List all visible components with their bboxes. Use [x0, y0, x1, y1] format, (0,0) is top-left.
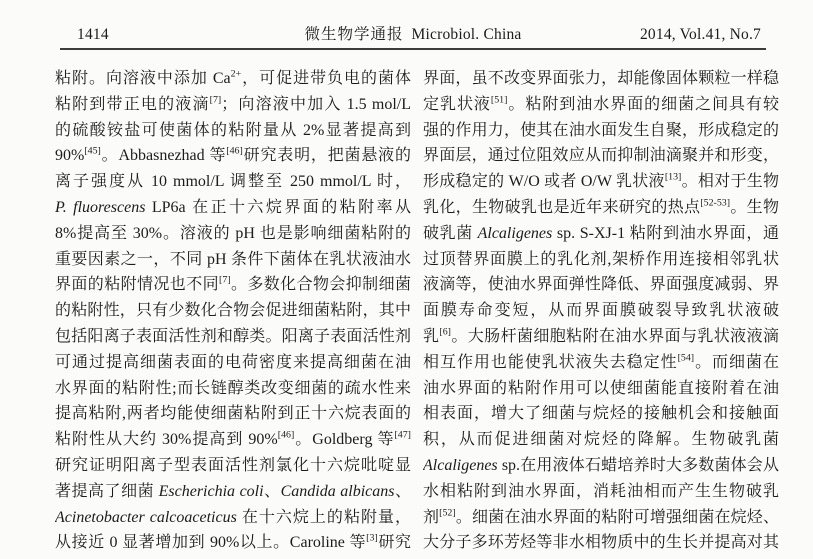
- text-run: 粘附性从大约 30%提高到 90%: [55, 431, 278, 449]
- text-line: [423, 350, 779, 376]
- text-line: [423, 324, 779, 350]
- species-name: Alcaligenes: [423, 456, 498, 474]
- text-run: 从接近 0 显著增加到 90%以上。Caroline 等: [55, 534, 367, 552]
- species-name: Escherichia coli: [158, 482, 264, 500]
- reference-superscript: [54]: [677, 352, 695, 364]
- reference-superscript: [46]: [226, 146, 243, 158]
- text-line: [55, 195, 411, 221]
- text-line: [423, 247, 779, 273]
- text-run: 相表面，增大了细菌与烷烃的接触机会和接触面: [423, 405, 779, 423]
- reference-superscript: [3]: [366, 533, 378, 545]
- text-run: 界面，虽不改变界面张力，却能像固体颗粒一样稳: [423, 70, 779, 87]
- text-line: [423, 479, 779, 505]
- text-line: [55, 66, 411, 92]
- text-run: 。Goldberg 等: [294, 431, 395, 449]
- text-line: [423, 427, 779, 453]
- text-run: LP6a 在正十六烷界面的粘附率从: [145, 198, 411, 216]
- text-run: 研究: [377, 534, 411, 552]
- text-run: 强的作用力，使其在油水面发生自聚，形成稳定的: [423, 121, 779, 139]
- text-line: [423, 143, 779, 169]
- reference-superscript: [51]: [490, 94, 508, 106]
- text-line: [423, 118, 779, 144]
- right-column: [423, 66, 779, 556]
- text-line: [55, 427, 411, 453]
- text-line: [55, 118, 411, 144]
- text-line: [55, 169, 411, 195]
- text-line: [423, 530, 779, 556]
- text-run: 提高粘附,两者均能使细菌粘附到正十六烷表面的: [55, 405, 411, 423]
- text-run: 剂: [423, 508, 440, 526]
- text-run: 。多数化合物会抑制细菌: [230, 276, 411, 294]
- text-line: [423, 169, 779, 195]
- text-run: 相互作用也能使乳状液失去稳定性: [423, 353, 678, 371]
- running-head: [60, 22, 766, 44]
- text-line: [423, 505, 779, 531]
- text-line: [55, 324, 411, 350]
- text-run: 液滴等，使油水界面弹性降低、界面强度减弱、界: [423, 276, 779, 294]
- text-run: 在十六烷上的粘附量，: [236, 508, 411, 526]
- text-run: 研究证明阳离子型表面活性剂氯化十六烷吡啶显: [55, 456, 411, 474]
- text-line: [423, 401, 779, 427]
- text-run: 。Abbasnezhad 等: [100, 147, 227, 165]
- reference-superscript: [46]: [277, 429, 295, 441]
- text-run: 定乳状液: [423, 95, 491, 113]
- text-run: 重要因素之一，不同 pH 条件下菌体在乳状液油水: [55, 250, 411, 268]
- text-run: 可通过提高细菌表面的电荷密度来提高细菌在油: [55, 353, 411, 371]
- text-run: 界面的粘附情况也不同: [55, 276, 220, 294]
- text-line: [423, 272, 779, 298]
- article-body: [55, 66, 779, 556]
- text-line: [55, 143, 411, 169]
- text-run: 粘附到带正电的液滴: [55, 95, 210, 113]
- text-run: 研究表明，把菌悬液的: [242, 147, 411, 165]
- text-line: [55, 221, 411, 247]
- reference-superscript: [47]: [394, 429, 411, 441]
- left-column: [55, 66, 411, 556]
- text-run: 的粘附性，只有少数化合物会促进细菌粘附，其中: [55, 302, 411, 320]
- text-run: 。粘附到油水界面的细菌之间具有较: [507, 95, 779, 113]
- text-run: 8%提高至 30%。溶液的 pH 也是影响细菌粘附的: [55, 224, 411, 242]
- text-run: 的硫酸铵盐可使菌体的粘附量从 2%显著提高到: [55, 121, 411, 139]
- text-run: 粘附。向溶液中添加 Ca: [55, 70, 231, 87]
- text-run: 。细菌在油水界面的粘附可增强细菌在烷烃、: [455, 508, 779, 526]
- text-line: [55, 453, 411, 479]
- text-run: 、: [394, 482, 411, 500]
- issue-info: 2014, Vol.41, No.7: [639, 26, 761, 43]
- text-line: [423, 453, 779, 479]
- text-run: 形成稳定的 W/O 或者 O/W 乳状液: [423, 173, 665, 191]
- text-run: 过顶替界面膜上的乳化剂,架桥作用连接相邻乳状: [423, 250, 779, 268]
- text-line: [423, 298, 779, 324]
- text-run: ；向溶液中加入 1.5 mol/L: [221, 95, 411, 113]
- text-run: 界面层，通过位阻效应从而抑制油滴聚并和形变，: [423, 147, 779, 165]
- reference-superscript: [7]: [209, 94, 222, 106]
- text-run: 积，从而促进细菌对烷烃的降解。生物破乳菌: [423, 431, 779, 449]
- text-line: [423, 92, 779, 118]
- text-line: [55, 298, 411, 324]
- text-line: [423, 195, 779, 221]
- text-run: 。而细菌在: [694, 353, 779, 371]
- text-run: 水界面的粘附性;而长链醇类改变细菌的疏水性来: [55, 379, 411, 397]
- reference-superscript: [6]: [439, 326, 451, 338]
- reference-superscript: [52-53]: [700, 197, 731, 209]
- text-run: 。生物: [730, 198, 779, 216]
- header-rule: [60, 48, 766, 50]
- species-name: Acinetobacter calcoaceticus: [55, 508, 237, 526]
- text-line: [423, 66, 779, 92]
- text-line: [55, 479, 411, 505]
- text-run: 。相对于生物: [681, 173, 779, 191]
- text-line: [55, 530, 411, 556]
- journal-title-chinese: 微生物学通报: [304, 26, 404, 43]
- journal-title: [305, 22, 522, 44]
- text-line: [55, 92, 411, 118]
- text-line: [55, 272, 411, 298]
- species-name: P. fluorescens: [55, 198, 146, 216]
- text-run: 著提高了细菌: [55, 482, 159, 500]
- text-run: ，可促进带负电的菌体: [241, 70, 411, 87]
- species-name: Candida albicans: [280, 482, 395, 500]
- species-name: Alcaligenes: [477, 224, 553, 242]
- text-line: [55, 376, 411, 402]
- text-run: 包括阳离子表面活性剂和醇类。阳离子表面活性剂: [55, 327, 411, 345]
- text-line: [423, 376, 779, 402]
- text-line: [55, 401, 411, 427]
- text-run: 。大肠杆菌细胞粘附在油水界面与乳状液液滴: [450, 327, 779, 345]
- text-run: 离子强度从 10 mmol/L 调整至 250 mmol/L 时，: [55, 173, 411, 191]
- text-run: 90%: [55, 147, 85, 165]
- reference-superscript: [45]: [84, 146, 101, 158]
- page-number: 1414: [77, 26, 109, 43]
- text-run: 大分子多环芳烃等非水相物质中的生长并提高对其: [423, 534, 779, 552]
- text-run: sp.在用液体石蜡培养时大多数菌体会从: [497, 456, 779, 474]
- text-line: [55, 350, 411, 376]
- text-run: 面膜寿命变短，从而界面膜破裂导致乳状液破: [423, 302, 779, 320]
- text-run: 水相粘附到油水界面，消耗油相而产生生物破乳: [423, 482, 779, 500]
- journal-title-english: Microbiol. China: [411, 26, 522, 43]
- text-line: [55, 505, 411, 531]
- text-line: [55, 247, 411, 273]
- text-run: 乳: [423, 327, 440, 345]
- text-run: 、: [263, 482, 281, 500]
- text-run: 乳化，生物破乳也是近年来研究的热点: [423, 198, 701, 216]
- reference-superscript: [52]: [439, 507, 456, 519]
- text-run: 油水界面的粘附作用可以使细菌能直接附着在油: [423, 379, 779, 397]
- reference-superscript: [7]: [219, 275, 231, 287]
- text-run: sp. S-XJ-1 粘附到油水界面，通: [552, 224, 779, 242]
- reference-superscript: 2+: [230, 68, 242, 80]
- text-run: 破乳菌: [423, 224, 478, 242]
- reference-superscript: [13]: [664, 171, 682, 183]
- text-line: [423, 221, 779, 247]
